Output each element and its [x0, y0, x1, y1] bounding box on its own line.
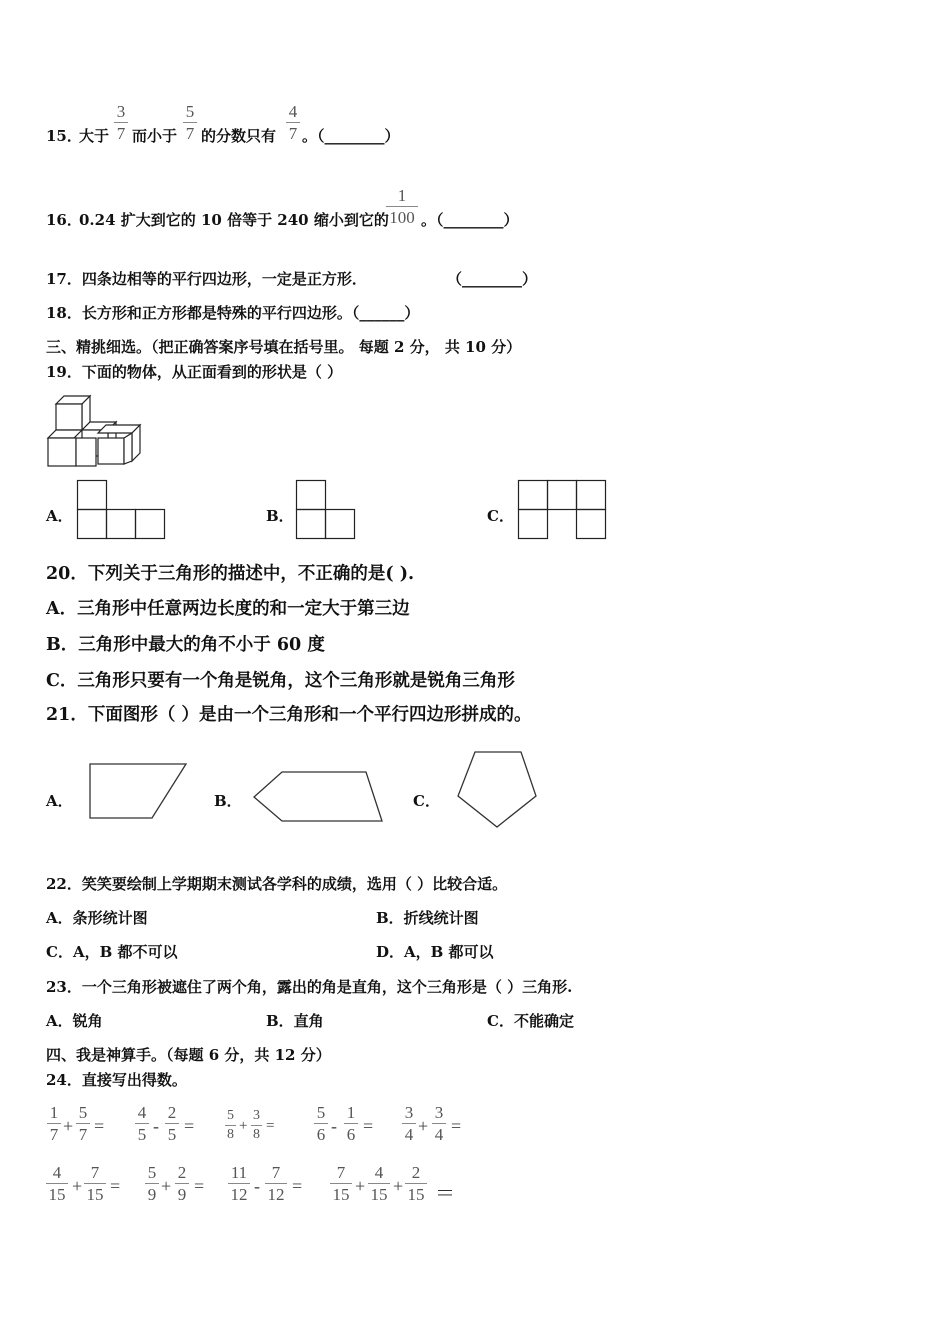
- q24-r1-e4-frac-b: 1 6: [344, 1104, 358, 1143]
- q16-text: 0.24 扩大到它的 10 倍等于 240 缩小到它的: [79, 211, 389, 229]
- q24-r2-e2-frac-b: 2 9: [175, 1164, 189, 1203]
- q24-r1-e4-op: -: [331, 1116, 337, 1136]
- q16-answer-blank[interactable]: 。（________）: [421, 211, 519, 229]
- q23-option-b[interactable]: B．直角: [266, 1012, 324, 1030]
- q16-fraction: 1 100: [386, 187, 418, 226]
- q24-r2-e1-frac-b: 7 15: [84, 1164, 106, 1203]
- q15-number: 15．: [46, 127, 82, 145]
- q19-option-b-figure: [296, 480, 356, 540]
- q15-text-3: 的分数只有: [201, 127, 277, 145]
- q24-r1-e2-eq: =: [184, 1116, 195, 1136]
- q21-option-b-label[interactable]: B．: [214, 792, 242, 810]
- q15-answer-blank[interactable]: 。（________）: [302, 127, 400, 145]
- q19-option-b-label[interactable]: B．: [266, 507, 294, 525]
- q22-text: 22．笑笑要绘制上学期期末测试各学科的成绩，选用（ ）比较合适。: [46, 875, 508, 893]
- q19-option-a-figure: [77, 480, 165, 540]
- q24-r2-e4-frac-a: 7 15: [330, 1164, 352, 1203]
- q22-option-b[interactable]: B．折线统计图: [376, 909, 479, 927]
- q24-r2-e3-frac-a: 11 12: [228, 1164, 250, 1203]
- q24-r2-e3-eq: =: [292, 1176, 303, 1196]
- q24-r2-e3-frac-b: 7 12: [265, 1164, 287, 1203]
- q17-answer-blank[interactable]: （________）: [447, 270, 538, 288]
- q24-r2-e2-frac-a: 5 9: [145, 1164, 159, 1203]
- q19-cube-figure: [46, 396, 146, 470]
- q24-r2-e4-op2: +: [393, 1176, 404, 1196]
- section-4-heading: 四、我是神算手。（每题 6 分，共 12 分）: [46, 1046, 331, 1064]
- q18-text: 18．长方形和正方形都是特殊的平行四边形。（______）: [46, 304, 420, 322]
- q21-option-b-figure: [252, 770, 385, 824]
- q24-r1-e3-frac-b: 3 8: [253, 1108, 260, 1142]
- q20-option-c[interactable]: C．三角形只要有一个角是锐角，这个三角形就是锐角三角形: [46, 671, 515, 691]
- q15-text-2: 而小于: [132, 127, 178, 145]
- q24-r1-e2-frac-b: 2 5: [165, 1104, 179, 1143]
- q19-option-c-label[interactable]: C．: [487, 507, 514, 525]
- q24-r1-e5-frac-b: 3 4: [432, 1104, 446, 1143]
- q20-text: 20．下列关于三角形的描述中，不正确的是( ).: [46, 564, 415, 584]
- q17-text: 17．四条边相等的平行四边形，一定是正方形．: [46, 270, 367, 288]
- q24-r2-e3-op: -: [254, 1176, 260, 1196]
- q24-r1-e2-op: -: [153, 1116, 159, 1136]
- q21-text: 21．下面图形（ ）是由一个三角形和一个平行四边形拼成的。: [46, 705, 532, 725]
- q24-r2-e2-op: +: [161, 1176, 172, 1196]
- q22-option-d[interactable]: D．A，B 都可以: [376, 943, 494, 961]
- q23-option-a[interactable]: A．锐角: [46, 1012, 103, 1030]
- q23-option-c[interactable]: C．不能确定: [487, 1012, 574, 1030]
- q15-fraction-1: 3 7: [114, 103, 128, 142]
- q15-fraction-3: 4 7: [286, 103, 300, 142]
- q24-r1-e4-frac-a: 5 6: [314, 1104, 328, 1143]
- q24-r2-e2-eq: =: [194, 1176, 205, 1196]
- q24-r1-e5-frac-a: 3 4: [402, 1104, 416, 1143]
- q24-r1-e1-eq: =: [94, 1116, 105, 1136]
- q15-text-1: 大于: [79, 127, 110, 145]
- q20-option-b[interactable]: B．三角形中最大的角不小于 60 度: [46, 635, 325, 655]
- q24-r2-e4-frac-c: 2 15: [405, 1164, 427, 1203]
- q23-text: 23．一个三角形被遮住了两个角，露出的角是直角，这个三角形是（ ）三角形.: [46, 978, 573, 996]
- q24-r2-e4-frac-b: 4 15: [368, 1164, 390, 1203]
- q24-r2-e1-frac-a: 4 15: [46, 1164, 68, 1203]
- q15-fraction-2: 5 7: [183, 103, 197, 142]
- q24-r1-e5-op: +: [418, 1116, 429, 1136]
- q24-r1-e3-frac-a: 5 8: [227, 1108, 234, 1142]
- q24-r1-e3-op: +: [239, 1118, 248, 1134]
- q24-r2-e4-op: +: [355, 1176, 366, 1196]
- q24-r1-e3-eq: =: [266, 1118, 275, 1134]
- q24-r2-e4-eq: ＝: [435, 1183, 455, 1205]
- q24-r1-e1-frac-b: 5 7: [76, 1104, 90, 1143]
- q19-option-a-label[interactable]: A．: [46, 507, 73, 525]
- q21-option-c-figure: [455, 750, 539, 830]
- q21-option-a-label[interactable]: A．: [46, 792, 73, 810]
- q19-text: 19．下面的物体，从正面看到的形状是（ ）: [46, 363, 343, 381]
- section-3-heading: 三、精挑细选。（把正确答案序号填在括号里。 每题 2 分， 共 10 分）: [46, 338, 522, 356]
- q19-option-c-figure: [518, 480, 606, 540]
- q20-option-a[interactable]: A．三角形中任意两边长度的和一定大于第三边: [46, 599, 410, 619]
- q24-r1-e2-frac-a: 4 5: [135, 1104, 149, 1143]
- q24-r1-e1-op: +: [63, 1116, 74, 1136]
- q22-option-c[interactable]: C．A，B 都不可以: [46, 943, 178, 961]
- q24-text: 24．直接写出得数。: [46, 1071, 187, 1089]
- q21-option-a-figure: [88, 762, 190, 820]
- q21-option-c-label[interactable]: C．: [413, 792, 440, 810]
- q22-option-a[interactable]: A．条形统计图: [46, 909, 148, 927]
- q24-r2-e1-op: +: [72, 1176, 83, 1196]
- q24-r1-e5-eq: =: [451, 1116, 462, 1136]
- q24-r1-e4-eq: =: [363, 1116, 374, 1136]
- q24-r2-e1-eq: =: [110, 1176, 121, 1196]
- q24-r1-e1-frac-a: 1 7: [47, 1104, 61, 1143]
- q16-number: 16．: [46, 211, 82, 229]
